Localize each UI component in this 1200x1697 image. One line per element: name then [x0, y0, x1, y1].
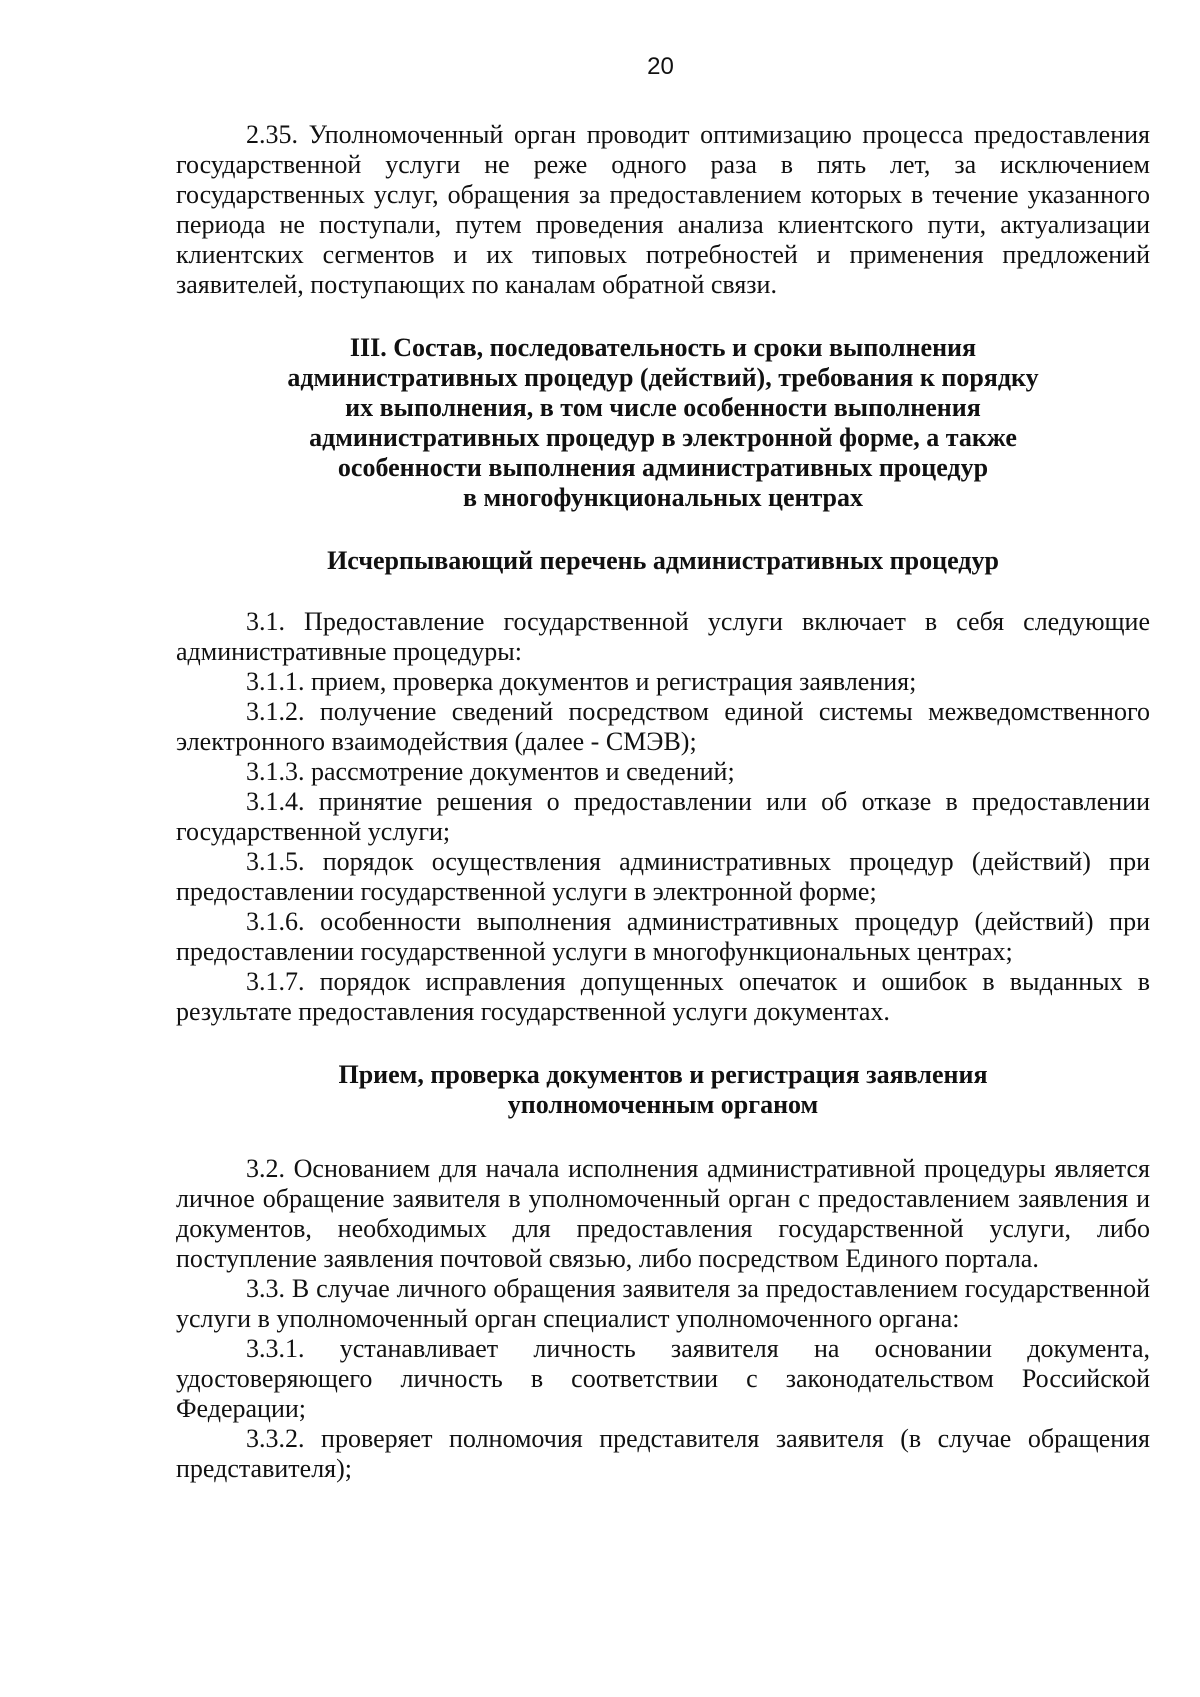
- section-heading-line: их выполнения, в том числе особенности выполнения: [345, 393, 981, 422]
- section-heading-line: административных процедур в электронной форме, а также: [309, 423, 1017, 452]
- subheading-reception-line: Прием, проверка документов и регистрация заявления: [338, 1060, 988, 1089]
- section-heading-line: особенности выполнения административных процедур: [337, 453, 989, 482]
- paragraph-3-1-4: 3.1.4. принятие решения о предоставлении или об отказе в предоставлении государственной услуги;: [176, 787, 1150, 846]
- paragraph-3-3-2: 3.3.2. проверяет полномочия представителя заявителя (в случае обращения представителя);: [176, 1424, 1150, 1483]
- paragraph-3-1-2: 3.1.2. получение сведений посредством единой системы межведомственного электронного взаимодействия (далее - СМЭВ);: [176, 697, 1150, 756]
- paragraph-3-2: 3.2. Основанием для начала исполнения административной процедуры является личное обращение заявителя в уполномоченный орган с предоставлением заявления и документов, необходимых для предоставления государственной услуги, либо поступление заявления почтовой связью, либо посредством Единого портала.: [176, 1154, 1150, 1273]
- section-heading-line: в многофункциональных центрах: [462, 483, 864, 512]
- paragraph-3-1-3: 3.1.3. рассмотрение документов и сведений;: [246, 757, 735, 786]
- paragraph-2-35: 2.35. Уполномоченный орган проводит оптимизацию процесса предоставления государственной услуги не реже одного раза в пять лет, за исключением государственных услуг, обращения за предоставлением которых в течение указанного периода не поступали, путем проведения анализа клиентского пути, актуализации клиентских сегментов и их типовых потребностей и применения предложений заявителей, поступающих по каналам обратной связи.: [176, 120, 1150, 299]
- page-body: [176, 120, 1150, 1484]
- paragraph-3-1-6: 3.1.6. особенности выполнения административных процедур (действий) при предоставлении государственной услуги в многофункциональных центрах;: [176, 907, 1150, 966]
- subheading-procedures-list: Исчерпывающий перечень административных процедур: [327, 546, 999, 575]
- paragraph-3-1-5: 3.1.5. порядок осуществления административных процедур (действий) при предоставлении государственной услуги в электронной форме;: [176, 847, 1150, 906]
- section-heading: [176, 333, 1150, 513]
- page-number: 20: [647, 53, 674, 80]
- paragraph-3-3-1: 3.3.1. устанавливает личность заявителя на основании документа, удостоверяющего личность в соответствии с законодательством Российской Федерации;: [176, 1334, 1150, 1423]
- subheading-reception: [176, 1060, 1150, 1120]
- paragraph-3-1-1: 3.1.1. прием, проверка документов и регистрация заявления;: [246, 667, 917, 696]
- paragraph-3-1: 3.1. Предоставление государственной услуги включает в себя следующие административные процедуры:: [176, 607, 1150, 666]
- section-heading-line: III. Состав, последовательность и сроки выполнения: [349, 333, 977, 362]
- subheading-reception-line: уполномоченным органом: [507, 1090, 819, 1119]
- paragraph-3-3: 3.3. В случае личного обращения заявителя за предоставлением государственной услуги в уполномоченный орган специалист уполномоченного органа:: [176, 1274, 1150, 1333]
- paragraph-3-1-7: 3.1.7. порядок исправления допущенных опечаток и ошибок в выданных в результате предоставления государственной услуги документах.: [176, 967, 1150, 1026]
- section-heading-line: административных процедур (действий), требования к порядку: [287, 363, 1039, 392]
